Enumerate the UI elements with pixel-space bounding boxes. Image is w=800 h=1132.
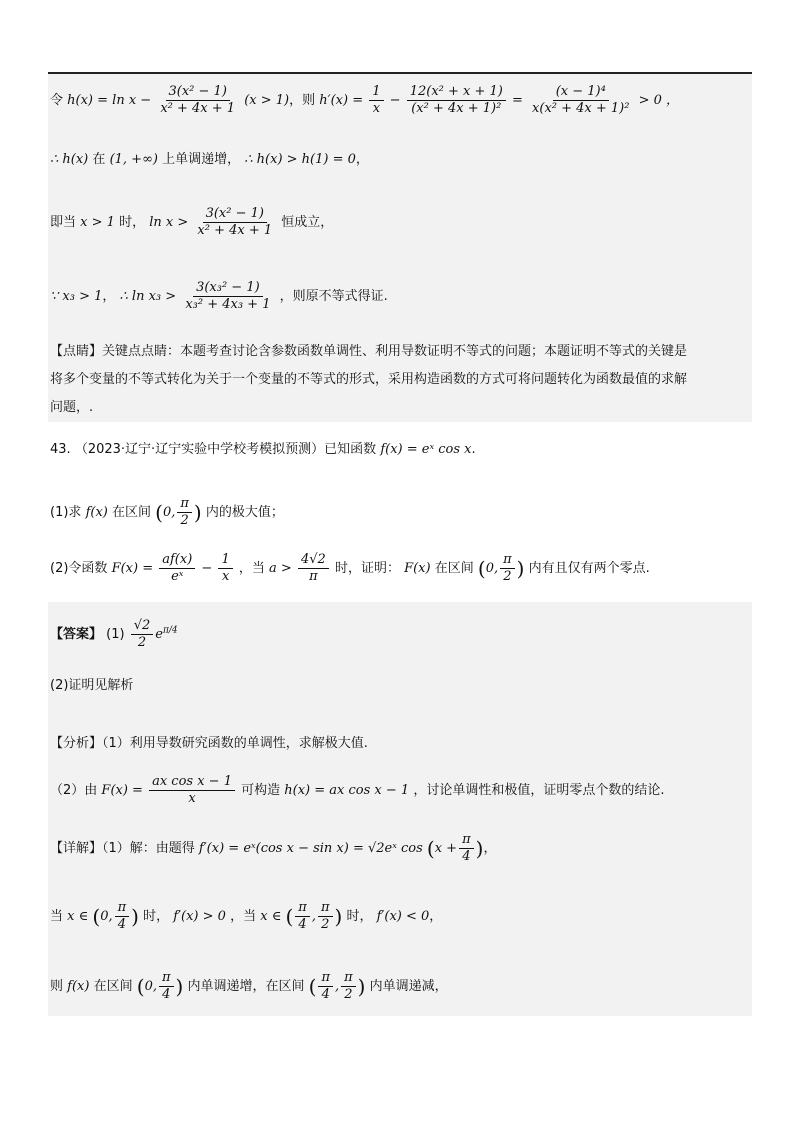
frac-den: x [188,791,196,806]
text-ze: ，则 [289,93,316,108]
text-increasing: 内单调递增，在区间 [187,979,305,994]
a1-prefix: (1) [106,627,125,642]
minus: − [201,561,213,576]
frac-den: x² + 4x + 1 [160,101,236,116]
interval-left: 0, [144,979,157,994]
fraction-x3 [182,280,273,313]
frac-den: π [309,569,318,584]
proof-line-3 [50,206,333,239]
frac-den: (x² + 4x + 1)² [411,101,502,116]
q2-label: (2)令函数 [50,561,108,576]
text-shi: 时， [143,909,170,924]
h-prime: h′(x) = [319,93,364,108]
equals: = [512,93,523,108]
frac-num: π [318,970,333,987]
text-max-value: 内的极大值； [205,505,284,520]
text-proved: ，则原不等式得证. [279,289,388,304]
fraction-h [157,84,238,117]
detail-line-2 [50,900,442,933]
text-interval: 在区间 [93,979,133,994]
frac-den: 4 [117,917,127,932]
frac-num: 3(x₃² − 1) [193,280,263,297]
x-in: x ∈ [260,909,282,924]
text-you: （2）由 [50,783,98,798]
h-definition: h(x) = ln x − [67,93,152,108]
frac-num: π [177,496,192,513]
comma: ， [355,152,369,167]
text-discuss: ，讨论单调性和极值，证明零点个数的结论. [413,783,665,798]
fraction-ln [194,206,275,239]
interval-left: 0, [485,561,499,576]
frac-num: π [500,552,515,569]
fraction-pi4 [295,900,310,933]
text-dang: ，当 [238,561,265,576]
fraction-pi2 [500,552,515,585]
fraction-pi2 [318,900,333,933]
fraction-afx [159,552,195,585]
frac-num: 1 [369,84,383,101]
ln-x-gt: ln x > [149,215,189,230]
frac-den: x(x² + 4x + 1)² [532,101,630,116]
a-gt: a > [269,561,292,576]
frac-den: eˣ [171,569,184,584]
a2-text: (2)证明见解析 [50,678,134,693]
frac-den: x₃² + 4x₃ + 1 [185,297,271,312]
gt-zero: > 0 ， [638,93,680,108]
condition: (x > 1) [244,93,290,108]
interval-pi4-pi2: ( $\frac{\pi}{4}$ , $\frac{\pi}{2}$ ) [308,970,366,1002]
therefore-h: ∴ h(x) [50,152,89,167]
interval-0-pi2: (0, $\frac{\pi}{2}$ ) [477,552,525,584]
frac-den: 2 [321,917,330,932]
frac-den: 4 [321,987,330,1002]
text-zai: 在 [92,152,106,167]
frac-den: 4 [162,987,171,1002]
frac-num: ax cos x − 1 [149,774,235,791]
comma: ， [483,841,497,856]
comment-line-2 [50,370,687,390]
F-def: F(x) = [101,783,143,798]
frac-num: 3(x² − 1) [203,206,267,223]
interval: (1, +∞) [109,152,158,167]
frac-num: π [159,970,174,987]
answer-line-2 [50,676,133,696]
fraction-axcos [149,774,235,807]
fraction-pi4 [159,970,174,1003]
text-interval: 在区间 [434,561,474,576]
minus: − [389,93,401,108]
text-interval: 在区间 [112,505,152,520]
text-decreasing: 内单调递减， [369,979,448,994]
text-two-zeros: 内有且仅有两个零点. [528,561,650,576]
frac-den: x² + 4x + 1 [197,223,273,238]
h-def: h(x) = ax cos x − 1 [284,783,410,798]
fx: f(x) [85,505,108,520]
text-ling: 令 [50,93,64,108]
problem-number: 43. [50,442,71,457]
fx: f(x) [67,979,90,994]
question-1 [50,496,284,529]
frac-num: 12(x² + x + 1) [407,84,506,101]
comma: ， [102,289,116,304]
frac-num: 3(x² − 1) [166,84,230,101]
frac-num: π [341,970,356,987]
h-gt-h1: ∴ h(x) > h(1) = 0 [244,152,356,167]
text-prove: 时，证明： [334,561,400,576]
frac-den: 4 [462,849,471,864]
text-construct: 可构造 [241,783,281,798]
frac-num: π [115,900,130,917]
fraction-sqrt2-2 [131,618,154,651]
frac-den: 2 [344,987,353,1002]
comment-text: 将多个变量的不等式转化为关于一个变量的不等式的形式，采用构造函数的方式可将问题转化为函数最值的求解 [50,372,688,387]
detail-line-3 [50,970,448,1003]
frac-num: π [295,900,310,917]
function-def: f(x) = eˣ cos x [380,442,472,457]
frac-num: √2 [131,618,154,635]
text-increasing: 上单调递增， [162,152,241,167]
frac-den: 2 [137,635,147,650]
q1-label: (1)求 [50,505,82,520]
frac-num: 4√2 [298,552,329,569]
fraction-pi4 [115,900,130,933]
detail-label: 【详解】（1）解：由题得 [50,841,195,856]
fraction-4sqrt2-pi [298,552,329,585]
period: . [471,442,476,457]
interval-0-pi2: (0, $\frac{\pi}{2}$ ) [155,496,202,528]
comment-line-3 [50,398,93,418]
answer-block [48,602,752,1016]
detail-line-1 [50,832,496,865]
frac-den: 2 [503,569,512,584]
interval-pi4-pi2: ( $\frac{\pi}{4}$ , $\frac{\pi}{2}$ ) [285,900,343,932]
text-shi: 时， [119,215,146,230]
comment-text: 问题，. [50,400,94,415]
fraction-1x [369,84,383,117]
proof-line-1 [50,84,679,117]
x-gt-1: x > 1 [80,215,115,230]
cos-argument: (x + $\frac{\pi}{4}$ ) [426,832,484,864]
fraction-1x [218,552,232,585]
because-x3: ∵ x₃ > 1 [50,289,103,304]
frac-den: 4 [298,917,307,932]
e-base: e [155,627,163,642]
interval-left: 0, [100,909,113,924]
frac-den: x [372,101,381,116]
fprime-positive: f′(x) > 0 [173,909,226,924]
interval-0-pi4: (0, $\frac{\pi}{4}$ ) [92,900,139,932]
fraction-pi4 [459,832,474,865]
interval-left: 0, [162,505,176,520]
analysis-line-1 [50,734,368,754]
frac-num: 1 [218,552,232,569]
text-dang: 当 [50,909,64,924]
analysis-text: 【分析】（1）利用导数研究函数的单调性，求解极大值. [50,736,368,751]
fprime-negative: f′(x) < 0 [376,909,430,924]
comment-line-1 [50,342,687,362]
text-dang: ，当 [230,909,257,924]
problem-header [50,440,476,460]
frac-num: π [318,900,333,917]
fraction-pi4 [318,970,333,1003]
text-jidang: 即当 [50,215,77,230]
derivative-expr: f′(x) = eˣ(cos x − sin x) = √2eˣ cos [198,841,423,856]
therefore-ln-x3: ∴ ln x₃ > [119,289,177,304]
fraction-pi2 [177,496,192,529]
fraction-pi2 [341,970,356,1003]
comma: ， [429,909,443,924]
x-in: x ∈ [67,909,89,924]
answer-line-1 [50,618,178,651]
comment-text: 【点睛】关键点点睛：本题考查讨论含参数函数单调性、利用导数证明不等式的问题；本题证明不等式的关键是 [50,344,688,359]
frac-num: (x − 1)⁴ [553,84,609,101]
text-ze: 则 [50,979,64,994]
proof-line-2 [50,150,369,170]
interval-0-pi4: (0, $\frac{\pi}{4}$ ) [136,970,184,1002]
fraction-12 [407,84,506,117]
answer-label: 【答案】 [50,627,103,642]
F-def: F(x) = [111,561,154,576]
frac-num: af(x) [159,552,195,569]
fraction-final [529,84,632,117]
frac-den: 2 [180,513,189,528]
proof-line-4 [50,280,388,313]
Fx: F(x) [404,561,431,576]
exponent: π/4 [162,625,178,636]
analysis-line-2 [50,774,664,807]
problem-source: （2023·辽宁·辽宁实验中学校考模拟预测）已知函数 [74,442,377,457]
frac-den: x [221,569,230,584]
x-plus: x + [434,841,458,856]
frac-num: π [459,832,474,849]
text-shi: 时， [346,909,373,924]
question-2 [50,552,650,585]
text-always: 恒成立， [281,215,334,230]
